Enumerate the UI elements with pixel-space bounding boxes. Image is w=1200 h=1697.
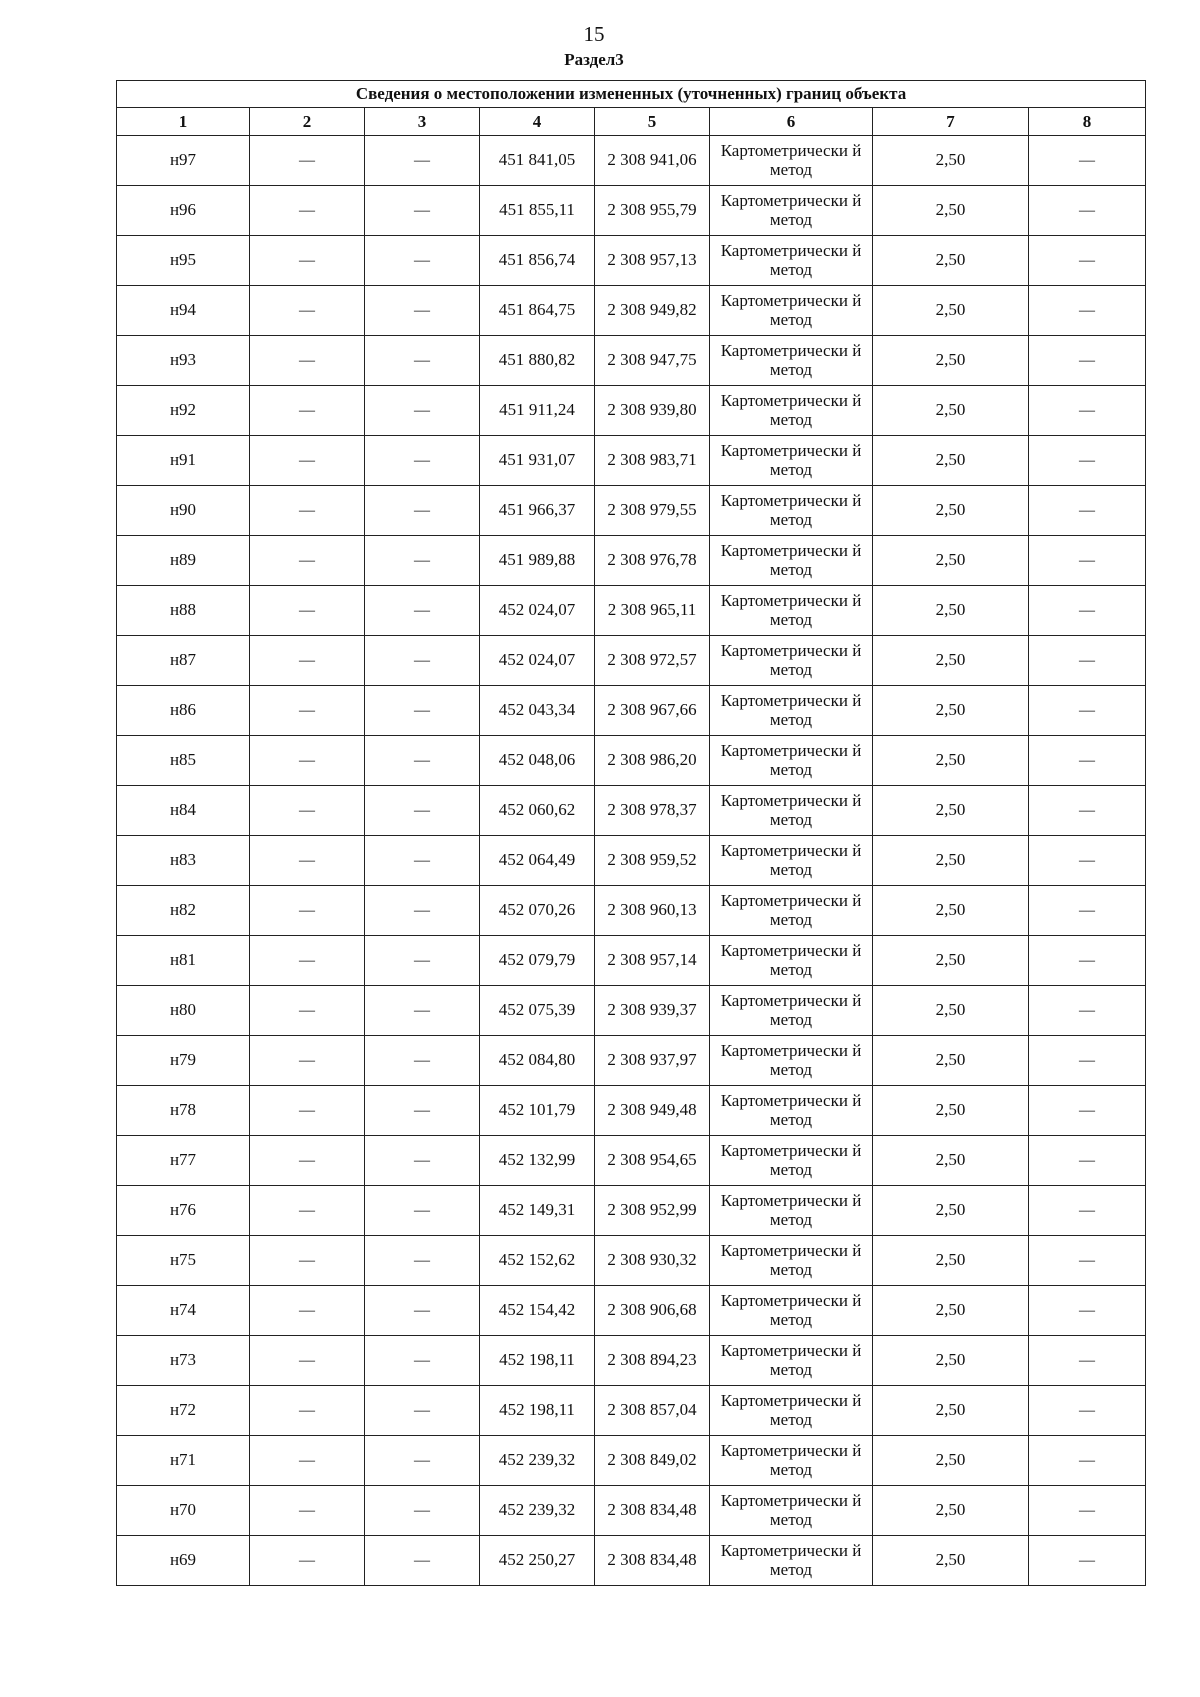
empty-cell: — xyxy=(365,1436,480,1486)
accuracy-cell: 2,50 xyxy=(873,986,1029,1036)
table-row xyxy=(117,1536,1146,1586)
y-coordinate-cell: 2 308 959,52 xyxy=(595,836,710,886)
empty-cell: — xyxy=(1029,936,1146,986)
empty-cell: — xyxy=(250,186,365,236)
x-coordinate-cell: 452 075,39 xyxy=(480,986,595,1036)
empty-cell: — xyxy=(1029,136,1146,186)
accuracy-cell: 2,50 xyxy=(873,1236,1029,1286)
empty-cell: — xyxy=(250,1186,365,1236)
empty-cell: — xyxy=(365,286,480,336)
table-row xyxy=(117,786,1146,836)
table-row xyxy=(117,536,1146,586)
empty-cell: — xyxy=(250,236,365,286)
empty-cell: — xyxy=(250,586,365,636)
empty-cell: — xyxy=(1029,636,1146,686)
point-cell: н71 xyxy=(117,1436,250,1486)
method-cell: Картометрически й метод xyxy=(710,1336,873,1386)
empty-cell: — xyxy=(365,536,480,586)
empty-cell: — xyxy=(250,1236,365,1286)
y-coordinate-cell: 2 308 939,37 xyxy=(595,986,710,1036)
empty-cell: — xyxy=(250,136,365,186)
method-cell: Картометрически й метод xyxy=(710,686,873,736)
point-cell: н78 xyxy=(117,1086,250,1136)
point-cell: н69 xyxy=(117,1536,250,1586)
accuracy-cell: 2,50 xyxy=(873,386,1029,436)
empty-cell: — xyxy=(1029,886,1146,936)
x-coordinate-cell: 451 911,24 xyxy=(480,386,595,436)
empty-cell: — xyxy=(250,936,365,986)
empty-cell: — xyxy=(250,1286,365,1336)
x-coordinate-cell: 451 864,75 xyxy=(480,286,595,336)
x-coordinate-cell: 452 024,07 xyxy=(480,636,595,686)
point-cell: н85 xyxy=(117,736,250,786)
column-number: 3 xyxy=(365,108,480,136)
empty-cell: — xyxy=(1029,1536,1146,1586)
empty-cell: — xyxy=(1029,336,1146,386)
empty-cell: — xyxy=(1029,686,1146,736)
empty-cell: — xyxy=(365,636,480,686)
empty-cell: — xyxy=(1029,1386,1146,1436)
empty-cell: — xyxy=(250,836,365,886)
empty-cell: — xyxy=(1029,436,1146,486)
accuracy-cell: 2,50 xyxy=(873,1136,1029,1186)
point-cell: н92 xyxy=(117,386,250,436)
empty-cell: — xyxy=(1029,1286,1146,1336)
accuracy-cell: 2,50 xyxy=(873,786,1029,836)
empty-cell: — xyxy=(365,1486,480,1536)
y-coordinate-cell: 2 308 906,68 xyxy=(595,1286,710,1336)
method-cell: Картометрически й метод xyxy=(710,186,873,236)
empty-cell: — xyxy=(250,1536,365,1586)
empty-cell: — xyxy=(365,1536,480,1586)
empty-cell: — xyxy=(250,336,365,386)
x-coordinate-cell: 451 989,88 xyxy=(480,536,595,586)
table-row xyxy=(117,386,1146,436)
point-cell: н83 xyxy=(117,836,250,886)
x-coordinate-cell: 452 149,31 xyxy=(480,1186,595,1236)
empty-cell: — xyxy=(1029,286,1146,336)
table-row xyxy=(117,586,1146,636)
empty-cell: — xyxy=(250,1036,365,1086)
accuracy-cell: 2,50 xyxy=(873,1286,1029,1336)
empty-cell: — xyxy=(365,336,480,386)
x-coordinate-cell: 452 239,32 xyxy=(480,1436,595,1486)
x-coordinate-cell: 452 198,11 xyxy=(480,1336,595,1386)
y-coordinate-cell: 2 308 976,78 xyxy=(595,536,710,586)
empty-cell: — xyxy=(250,686,365,736)
method-cell: Картометрически й метод xyxy=(710,486,873,536)
table-row xyxy=(117,286,1146,336)
y-coordinate-cell: 2 308 930,32 xyxy=(595,1236,710,1286)
accuracy-cell: 2,50 xyxy=(873,936,1029,986)
accuracy-cell: 2,50 xyxy=(873,486,1029,536)
x-coordinate-cell: 452 101,79 xyxy=(480,1086,595,1136)
empty-cell: — xyxy=(250,436,365,486)
table-row xyxy=(117,1286,1146,1336)
empty-cell: — xyxy=(365,736,480,786)
accuracy-cell: 2,50 xyxy=(873,1186,1029,1236)
page-number: 15 xyxy=(583,22,605,46)
point-cell: н75 xyxy=(117,1236,250,1286)
accuracy-cell: 2,50 xyxy=(873,336,1029,386)
empty-cell: — xyxy=(250,786,365,836)
x-coordinate-cell: 451 880,82 xyxy=(480,336,595,386)
point-cell: н81 xyxy=(117,936,250,986)
empty-cell: — xyxy=(365,686,480,736)
empty-cell: — xyxy=(250,1086,365,1136)
y-coordinate-cell: 2 308 949,82 xyxy=(595,286,710,336)
method-cell: Картометрически й метод xyxy=(710,1486,873,1536)
y-coordinate-cell: 2 308 979,55 xyxy=(595,486,710,536)
x-coordinate-cell: 452 084,80 xyxy=(480,1036,595,1086)
accuracy-cell: 2,50 xyxy=(873,586,1029,636)
empty-cell: — xyxy=(1029,186,1146,236)
empty-cell: — xyxy=(365,886,480,936)
table-row xyxy=(117,186,1146,236)
y-coordinate-cell: 2 308 949,48 xyxy=(595,1086,710,1136)
column-number: 8 xyxy=(1029,108,1146,136)
method-cell: Картометрически й метод xyxy=(710,436,873,486)
table-row xyxy=(117,886,1146,936)
x-coordinate-cell: 452 250,27 xyxy=(480,1536,595,1586)
method-cell: Картометрически й метод xyxy=(710,386,873,436)
point-cell: н84 xyxy=(117,786,250,836)
empty-cell: — xyxy=(250,736,365,786)
y-coordinate-cell: 2 308 957,13 xyxy=(595,236,710,286)
table-row xyxy=(117,1036,1146,1086)
empty-cell: — xyxy=(1029,986,1146,1036)
point-cell: н82 xyxy=(117,886,250,936)
empty-cell: — xyxy=(1029,386,1146,436)
point-cell: н76 xyxy=(117,1186,250,1236)
x-coordinate-cell: 452 064,49 xyxy=(480,836,595,886)
table-row xyxy=(117,336,1146,386)
empty-cell: — xyxy=(1029,1036,1146,1086)
accuracy-cell: 2,50 xyxy=(873,1336,1029,1386)
method-cell: Картометрически й метод xyxy=(710,586,873,636)
empty-cell: — xyxy=(1029,486,1146,536)
y-coordinate-cell: 2 308 954,65 xyxy=(595,1136,710,1186)
point-cell: н72 xyxy=(117,1386,250,1436)
empty-cell: — xyxy=(250,1436,365,1486)
empty-cell: — xyxy=(1029,1336,1146,1386)
method-cell: Картометрически й метод xyxy=(710,1186,873,1236)
empty-cell: — xyxy=(365,1386,480,1436)
y-coordinate-cell: 2 308 967,66 xyxy=(595,686,710,736)
table-row xyxy=(117,486,1146,536)
point-cell: н96 xyxy=(117,186,250,236)
table-row xyxy=(117,686,1146,736)
point-cell: н95 xyxy=(117,236,250,286)
accuracy-cell: 2,50 xyxy=(873,536,1029,586)
accuracy-cell: 2,50 xyxy=(873,1386,1029,1436)
empty-cell: — xyxy=(250,1136,365,1186)
empty-cell: — xyxy=(1029,586,1146,636)
method-cell: Картометрически й метод xyxy=(710,286,873,336)
column-number: 4 xyxy=(480,108,595,136)
empty-cell: — xyxy=(365,236,480,286)
y-coordinate-cell: 2 308 939,80 xyxy=(595,386,710,436)
method-cell: Картометрически й метод xyxy=(710,836,873,886)
method-cell: Картометрически й метод xyxy=(710,336,873,386)
empty-cell: — xyxy=(365,1286,480,1336)
empty-cell: — xyxy=(365,1236,480,1286)
y-coordinate-cell: 2 308 986,20 xyxy=(595,736,710,786)
method-cell: Картометрически й метод xyxy=(710,736,873,786)
y-coordinate-cell: 2 308 834,48 xyxy=(595,1536,710,1586)
empty-cell: — xyxy=(365,436,480,486)
table-row xyxy=(117,986,1146,1036)
column-number: 2 xyxy=(250,108,365,136)
empty-cell: — xyxy=(250,486,365,536)
method-cell: Картометрически й метод xyxy=(710,986,873,1036)
x-coordinate-cell: 452 024,07 xyxy=(480,586,595,636)
table-row xyxy=(117,1136,1146,1186)
table-row xyxy=(117,236,1146,286)
table-row xyxy=(117,936,1146,986)
y-coordinate-cell: 2 308 972,57 xyxy=(595,636,710,686)
empty-cell: — xyxy=(250,386,365,436)
table-row xyxy=(117,636,1146,686)
method-cell: Картометрически й метод xyxy=(710,1386,873,1436)
y-coordinate-cell: 2 308 978,37 xyxy=(595,786,710,836)
method-cell: Картометрически й метод xyxy=(710,636,873,686)
y-coordinate-cell: 2 308 955,79 xyxy=(595,186,710,236)
x-coordinate-cell: 452 043,34 xyxy=(480,686,595,736)
point-cell: н90 xyxy=(117,486,250,536)
column-number-row xyxy=(117,108,1146,136)
column-number: 1 xyxy=(117,108,250,136)
x-coordinate-cell: 452 048,06 xyxy=(480,736,595,786)
y-coordinate-cell: 2 308 957,14 xyxy=(595,936,710,986)
empty-cell: — xyxy=(1029,1236,1146,1286)
x-coordinate-cell: 451 966,37 xyxy=(480,486,595,536)
table-row xyxy=(117,1236,1146,1286)
table-caption: Сведения о местоположении измененных (уточненных) границ объекта xyxy=(117,81,1146,108)
x-coordinate-cell: 452 132,99 xyxy=(480,1136,595,1186)
table-row xyxy=(117,1336,1146,1386)
point-cell: н88 xyxy=(117,586,250,636)
point-cell: н86 xyxy=(117,686,250,736)
point-cell: н97 xyxy=(117,136,250,186)
empty-cell: — xyxy=(365,836,480,886)
table-row xyxy=(117,1186,1146,1236)
x-coordinate-cell: 451 856,74 xyxy=(480,236,595,286)
point-cell: н74 xyxy=(117,1286,250,1336)
y-coordinate-cell: 2 308 894,23 xyxy=(595,1336,710,1386)
empty-cell: — xyxy=(250,886,365,936)
point-cell: н89 xyxy=(117,536,250,586)
accuracy-cell: 2,50 xyxy=(873,236,1029,286)
point-cell: н79 xyxy=(117,1036,250,1086)
accuracy-cell: 2,50 xyxy=(873,636,1029,686)
table-row xyxy=(117,836,1146,886)
x-coordinate-cell: 452 060,62 xyxy=(480,786,595,836)
empty-cell: — xyxy=(250,1336,365,1386)
accuracy-cell: 2,50 xyxy=(873,286,1029,336)
point-cell: н77 xyxy=(117,1136,250,1186)
accuracy-cell: 2,50 xyxy=(873,1086,1029,1136)
table-row xyxy=(117,1486,1146,1536)
empty-cell: — xyxy=(365,136,480,186)
method-cell: Картометрически й метод xyxy=(710,1036,873,1086)
table-body xyxy=(117,136,1146,1586)
y-coordinate-cell: 2 308 983,71 xyxy=(595,436,710,486)
point-cell: н91 xyxy=(117,436,250,486)
accuracy-cell: 2,50 xyxy=(873,736,1029,786)
table-row xyxy=(117,736,1146,786)
empty-cell: — xyxy=(365,186,480,236)
accuracy-cell: 2,50 xyxy=(873,1486,1029,1536)
accuracy-cell: 2,50 xyxy=(873,1036,1029,1086)
method-cell: Картометрически й метод xyxy=(710,1086,873,1136)
empty-cell: — xyxy=(365,786,480,836)
column-number: 6 xyxy=(710,108,873,136)
accuracy-cell: 2,50 xyxy=(873,1536,1029,1586)
empty-cell: — xyxy=(365,386,480,436)
point-cell: н93 xyxy=(117,336,250,386)
accuracy-cell: 2,50 xyxy=(873,886,1029,936)
y-coordinate-cell: 2 308 941,06 xyxy=(595,136,710,186)
boundaries-table xyxy=(116,80,1146,1586)
empty-cell: — xyxy=(1029,1186,1146,1236)
empty-cell: — xyxy=(365,936,480,986)
empty-cell: — xyxy=(1029,836,1146,886)
accuracy-cell: 2,50 xyxy=(873,686,1029,736)
y-coordinate-cell: 2 308 952,99 xyxy=(595,1186,710,1236)
empty-cell: — xyxy=(365,1136,480,1186)
section-title: Раздел3 xyxy=(564,50,624,69)
empty-cell: — xyxy=(250,536,365,586)
empty-cell: — xyxy=(1029,536,1146,586)
point-cell: н87 xyxy=(117,636,250,686)
accuracy-cell: 2,50 xyxy=(873,186,1029,236)
y-coordinate-cell: 2 308 857,04 xyxy=(595,1386,710,1436)
y-coordinate-cell: 2 308 849,02 xyxy=(595,1436,710,1486)
method-cell: Картометрически й метод xyxy=(710,136,873,186)
empty-cell: — xyxy=(250,1486,365,1536)
point-cell: н70 xyxy=(117,1486,250,1536)
method-cell: Картометрически й метод xyxy=(710,1236,873,1286)
table-row xyxy=(117,136,1146,186)
y-coordinate-cell: 2 308 960,13 xyxy=(595,886,710,936)
point-cell: н94 xyxy=(117,286,250,336)
x-coordinate-cell: 452 079,79 xyxy=(480,936,595,986)
table-row xyxy=(117,436,1146,486)
method-cell: Картометрически й метод xyxy=(710,1536,873,1586)
x-coordinate-cell: 452 154,42 xyxy=(480,1286,595,1336)
x-coordinate-cell: 451 841,05 xyxy=(480,136,595,186)
empty-cell: — xyxy=(250,636,365,686)
table-row xyxy=(117,1436,1146,1486)
empty-cell: — xyxy=(1029,1136,1146,1186)
method-cell: Картометрически й метод xyxy=(710,1136,873,1186)
method-cell: Картометрически й метод xyxy=(710,536,873,586)
accuracy-cell: 2,50 xyxy=(873,836,1029,886)
method-cell: Картометрически й метод xyxy=(710,236,873,286)
point-cell: н80 xyxy=(117,986,250,1036)
column-number: 5 xyxy=(595,108,710,136)
empty-cell: — xyxy=(365,1086,480,1136)
table-row xyxy=(117,1086,1146,1136)
accuracy-cell: 2,50 xyxy=(873,136,1029,186)
empty-cell: — xyxy=(365,486,480,536)
empty-cell: — xyxy=(365,1186,480,1236)
x-coordinate-cell: 452 152,62 xyxy=(480,1236,595,1286)
empty-cell: — xyxy=(1029,736,1146,786)
empty-cell: — xyxy=(1029,236,1146,286)
empty-cell: — xyxy=(1029,1486,1146,1536)
column-number: 7 xyxy=(873,108,1029,136)
y-coordinate-cell: 2 308 834,48 xyxy=(595,1486,710,1536)
method-cell: Картометрически й метод xyxy=(710,1286,873,1336)
x-coordinate-cell: 451 931,07 xyxy=(480,436,595,486)
method-cell: Картометрически й метод xyxy=(710,786,873,836)
x-coordinate-cell: 451 855,11 xyxy=(480,186,595,236)
accuracy-cell: 2,50 xyxy=(873,436,1029,486)
empty-cell: — xyxy=(1029,1086,1146,1136)
x-coordinate-cell: 452 198,11 xyxy=(480,1386,595,1436)
table-row xyxy=(117,1386,1146,1436)
empty-cell: — xyxy=(365,586,480,636)
empty-cell: — xyxy=(365,1036,480,1086)
empty-cell: — xyxy=(250,286,365,336)
method-cell: Картометрически й метод xyxy=(710,936,873,986)
empty-cell: — xyxy=(1029,786,1146,836)
y-coordinate-cell: 2 308 965,11 xyxy=(595,586,710,636)
empty-cell: — xyxy=(365,986,480,1036)
point-cell: н73 xyxy=(117,1336,250,1386)
method-cell: Картометрически й метод xyxy=(710,886,873,936)
method-cell: Картометрически й метод xyxy=(710,1436,873,1486)
x-coordinate-cell: 452 239,32 xyxy=(480,1486,595,1536)
empty-cell: — xyxy=(1029,1436,1146,1486)
accuracy-cell: 2,50 xyxy=(873,1436,1029,1486)
y-coordinate-cell: 2 308 947,75 xyxy=(595,336,710,386)
empty-cell: — xyxy=(250,986,365,1036)
y-coordinate-cell: 2 308 937,97 xyxy=(595,1036,710,1086)
empty-cell: — xyxy=(365,1336,480,1386)
x-coordinate-cell: 452 070,26 xyxy=(480,886,595,936)
empty-cell: — xyxy=(250,1386,365,1436)
